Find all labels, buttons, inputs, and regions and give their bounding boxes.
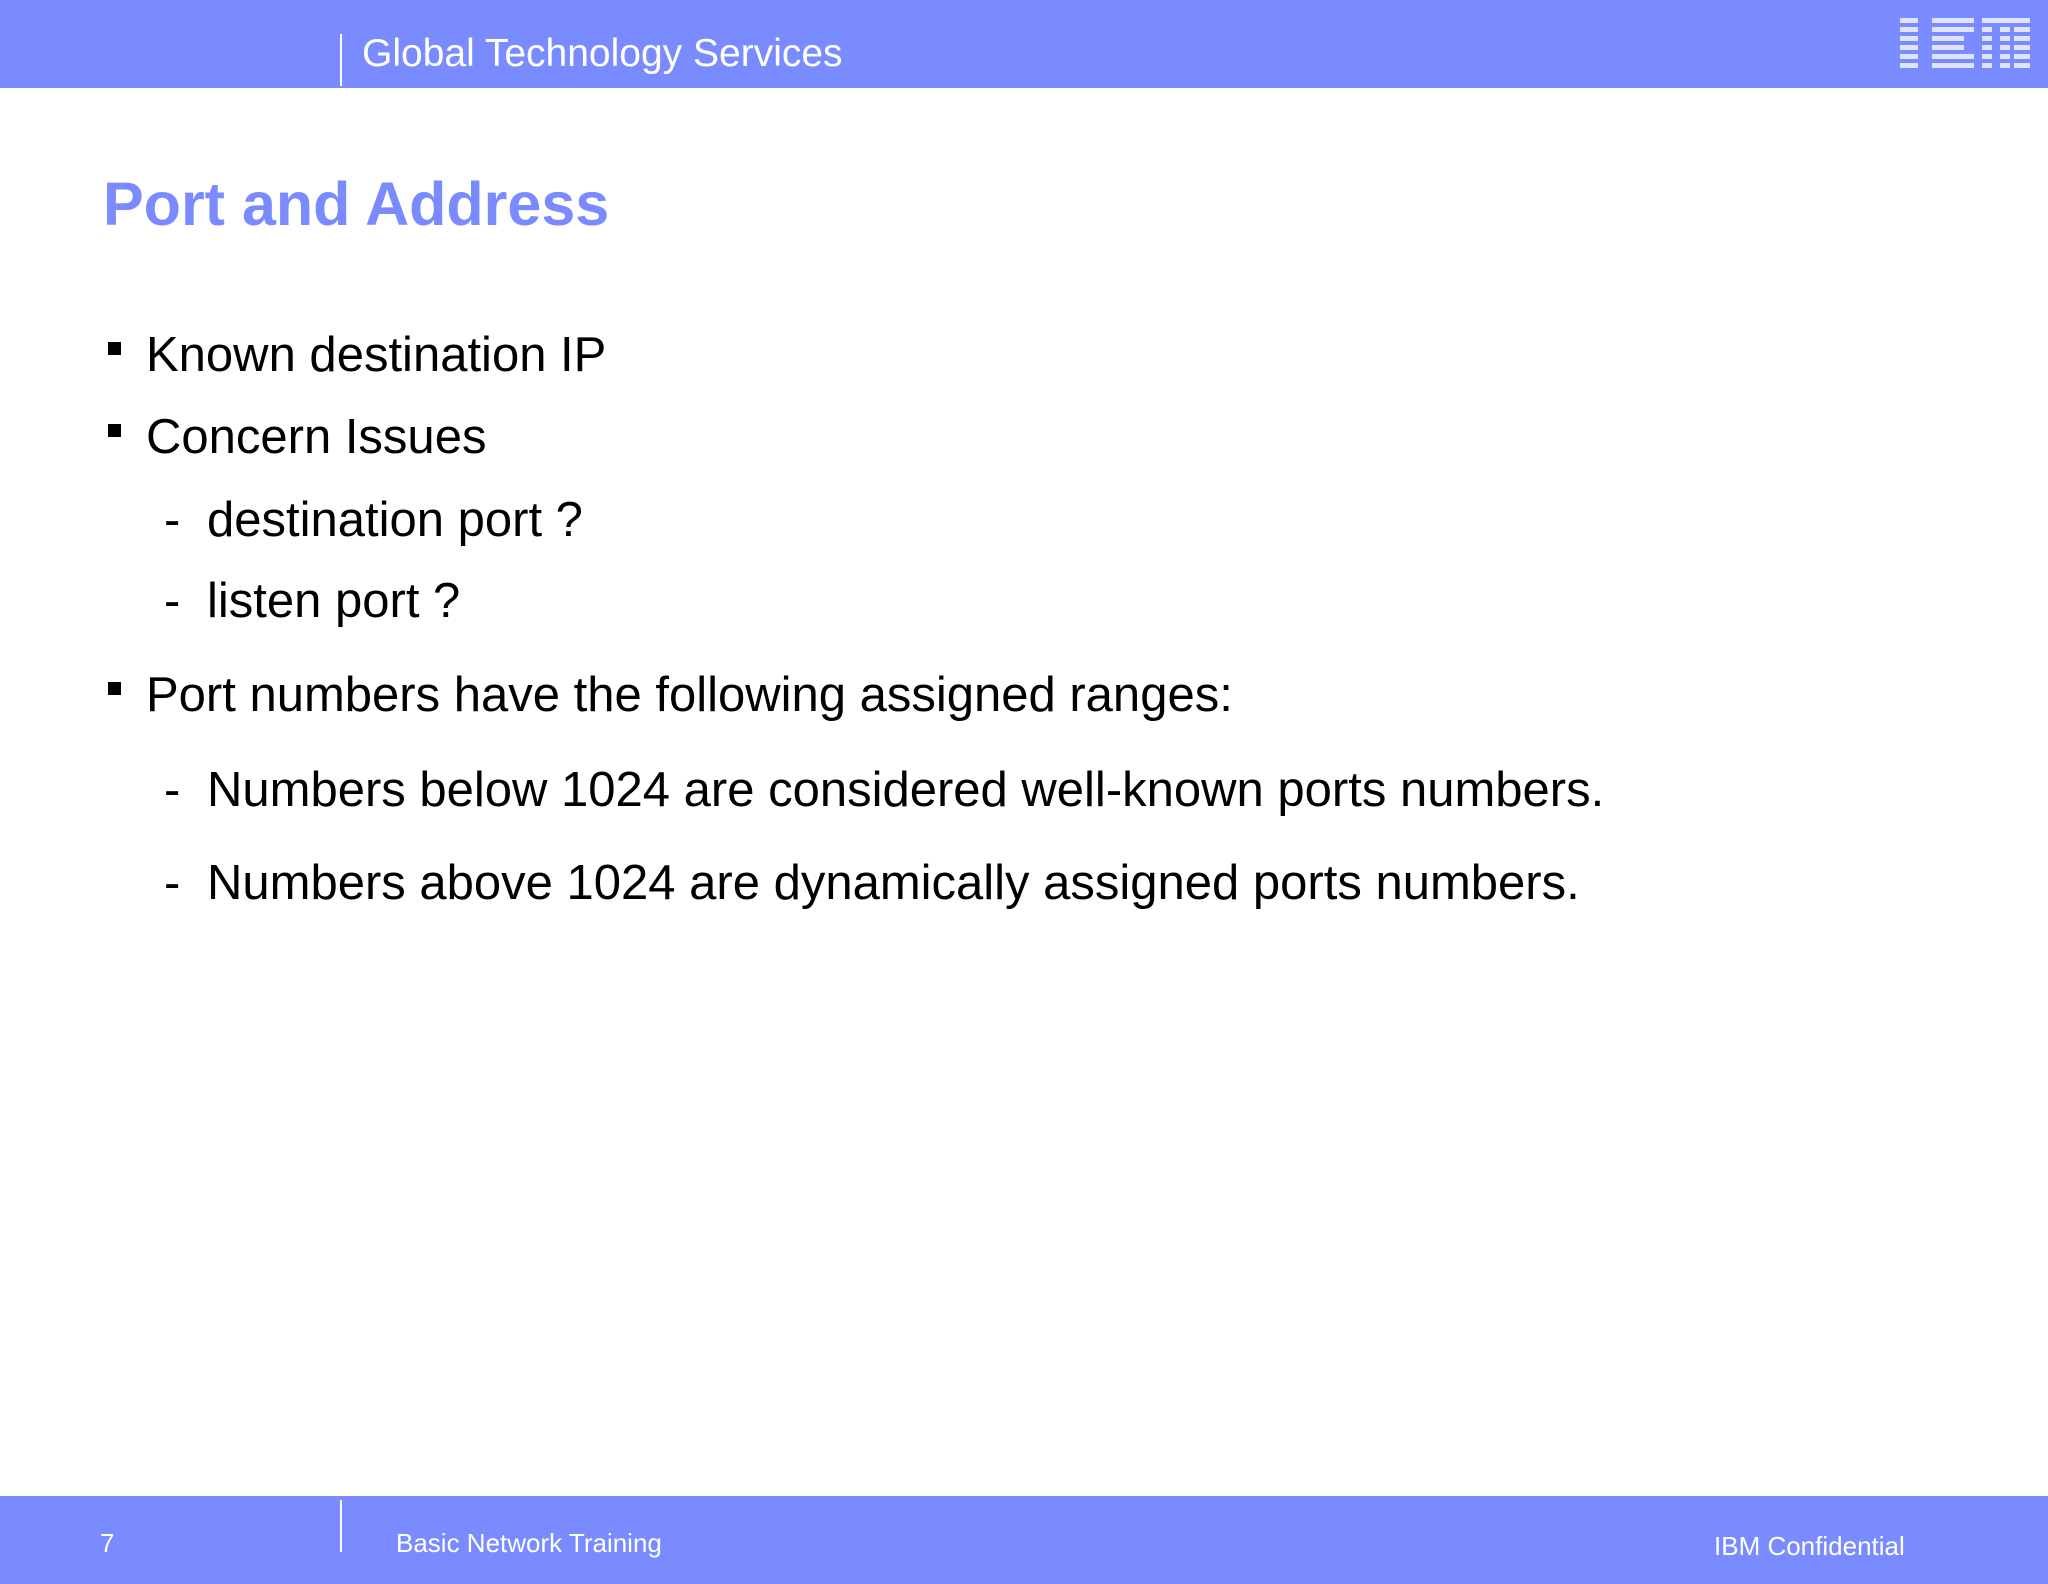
bullet-known-destination-ip: Known destination IP bbox=[146, 328, 607, 382]
bullet-concern-issues: Concern Issues bbox=[146, 410, 487, 464]
sub-bullet-well-known-ports: Numbers below 1024 are considered well-known ports numbers. bbox=[207, 763, 1605, 817]
sub-bullet-dash: - bbox=[164, 574, 181, 628]
header-title: Global Technology Services bbox=[362, 32, 843, 75]
header-divider bbox=[340, 34, 342, 86]
sub-bullet-dash: - bbox=[164, 763, 181, 817]
sub-bullet-listen-port: listen port ? bbox=[207, 574, 461, 628]
header-bar bbox=[0, 0, 2048, 88]
footer-course-title: Basic Network Training bbox=[396, 1528, 662, 1558]
footer-confidential-label: IBM Confidential bbox=[1714, 1531, 1905, 1561]
ibm-logo bbox=[1892, 14, 2032, 74]
sub-bullet-destination-port: destination port ? bbox=[207, 493, 583, 547]
sub-bullet-dash: - bbox=[164, 493, 181, 547]
page-number: 7 bbox=[100, 1528, 115, 1558]
bullet-square bbox=[108, 342, 121, 355]
bullet-square bbox=[108, 682, 121, 695]
bullet-square bbox=[108, 424, 121, 437]
sub-bullet-dynamic-ports: Numbers above 1024 are dynamically assigned ports numbers. bbox=[207, 856, 1580, 910]
sub-bullet-dash: - bbox=[164, 856, 181, 910]
slide-title: Port and Address bbox=[103, 170, 610, 238]
bullet-port-ranges: Port numbers have the following assigned ranges: bbox=[146, 668, 1233, 722]
footer-divider bbox=[340, 1500, 342, 1552]
